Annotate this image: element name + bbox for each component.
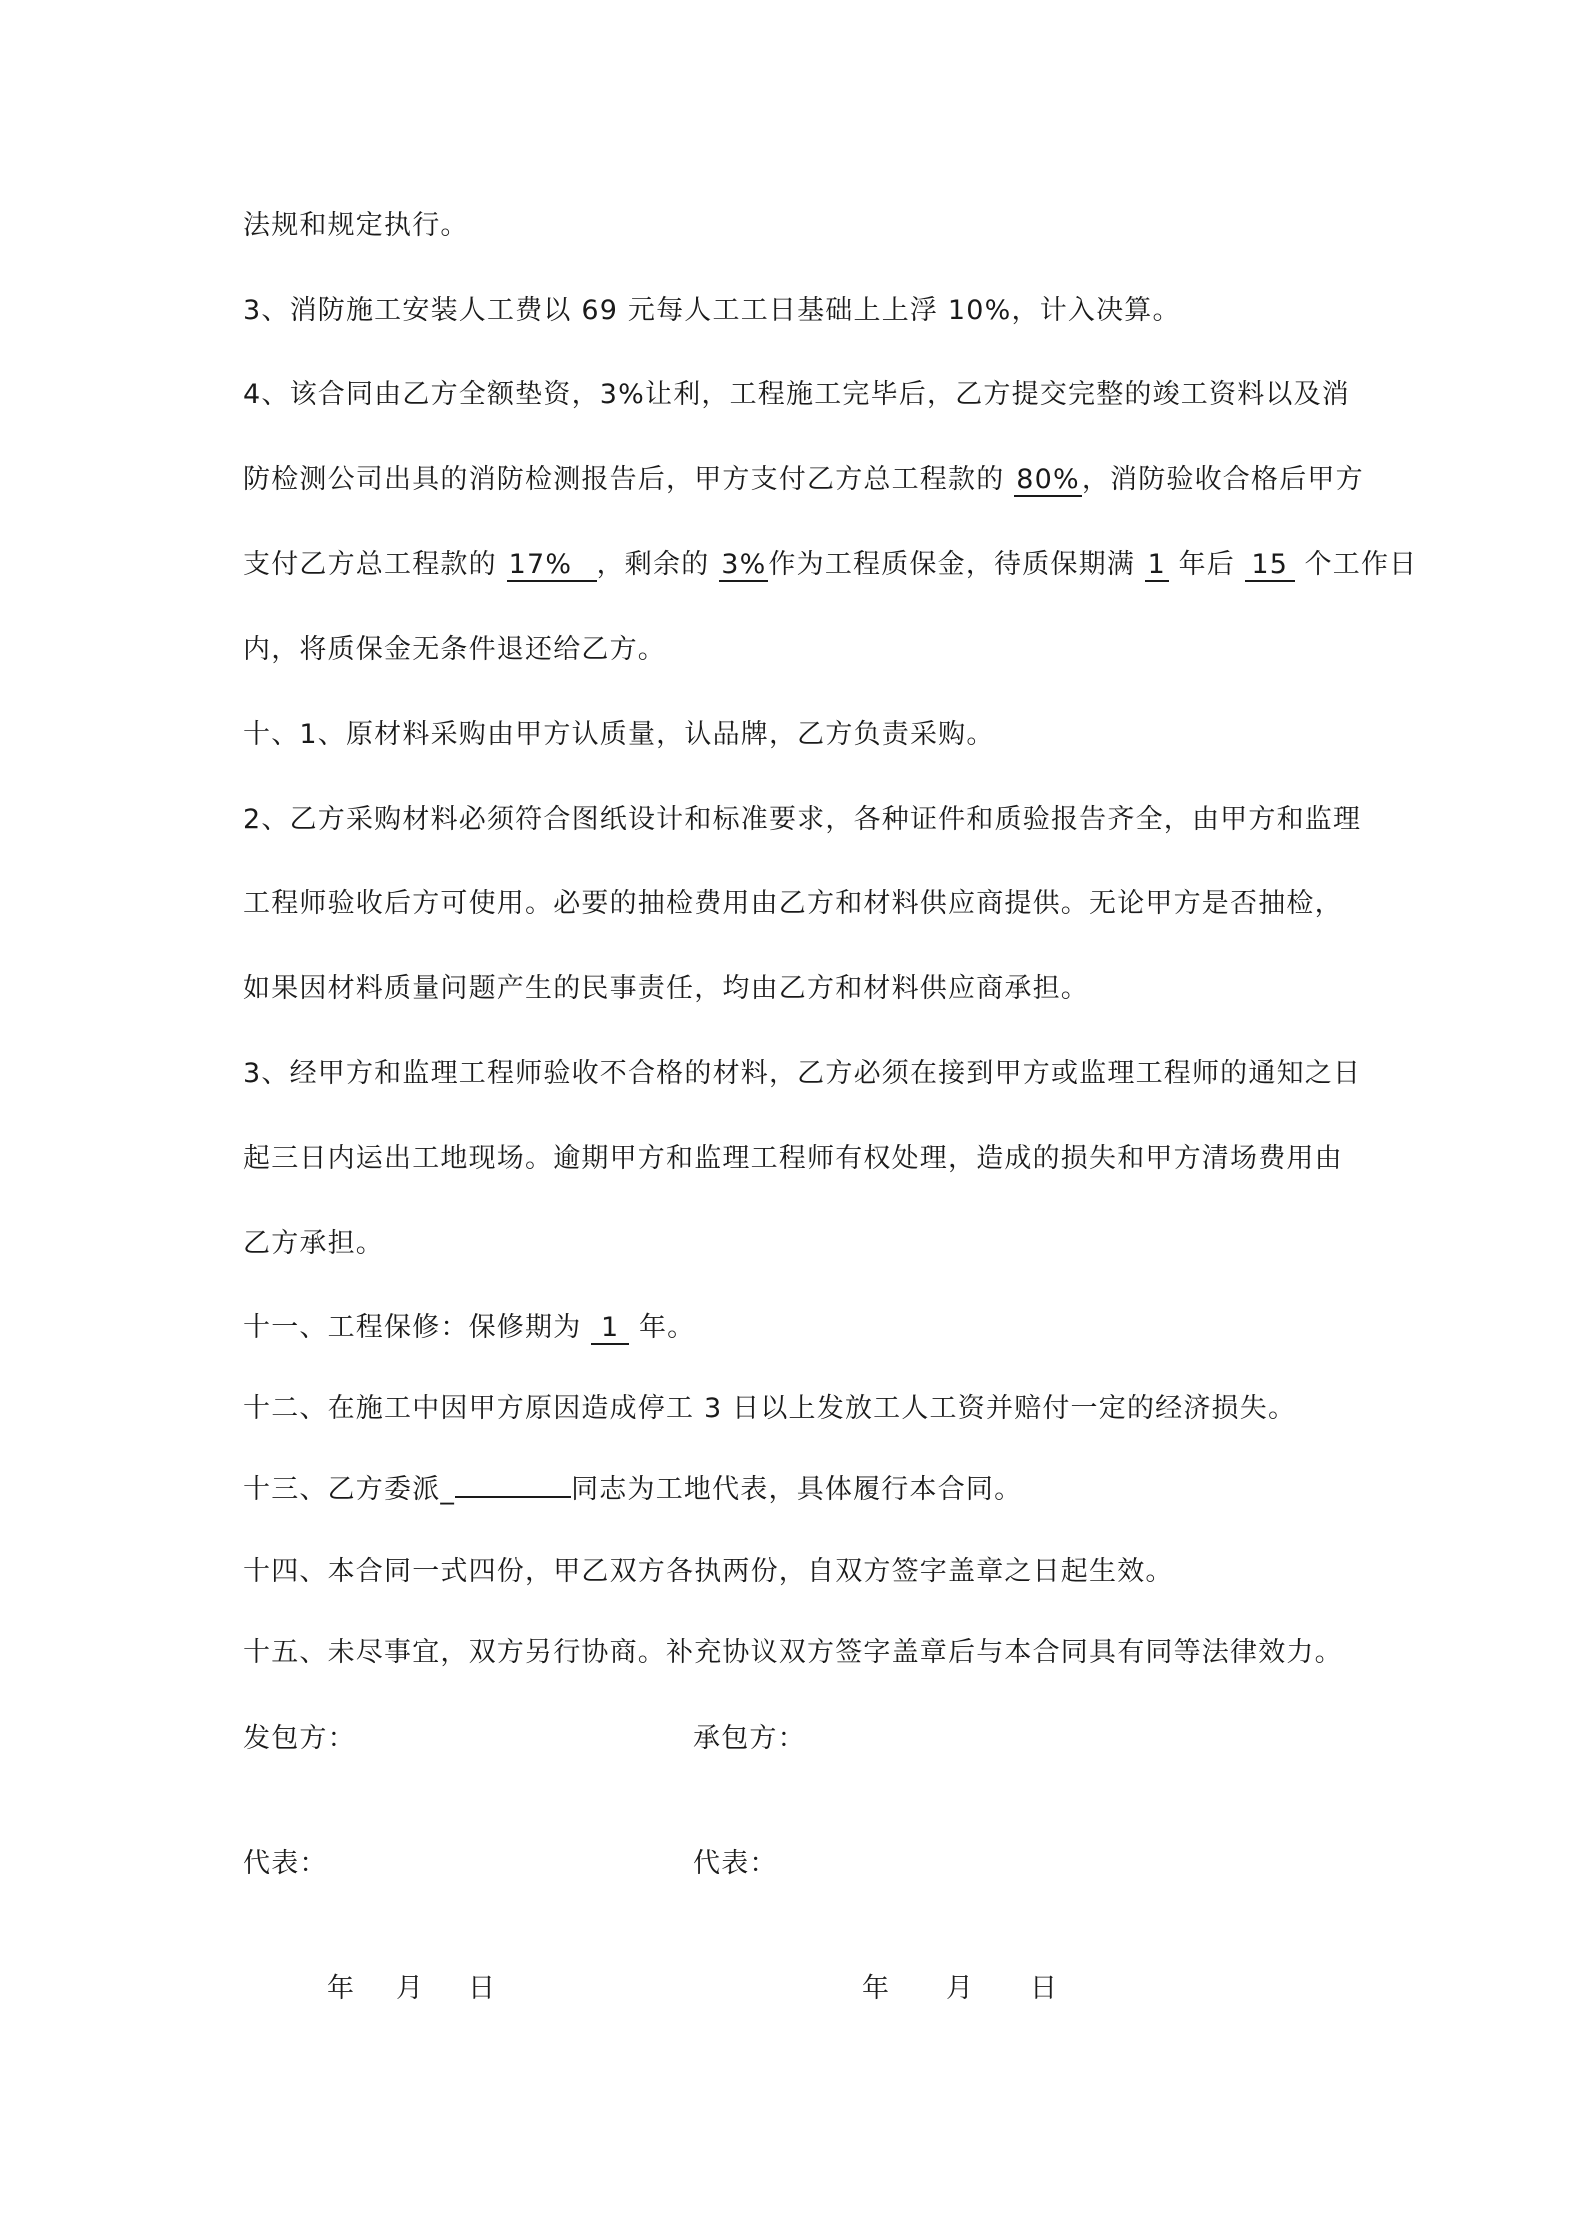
clause-payment-line-1 [243,462,1364,498]
clause-materials-3: 3、经甲方和监理工程师验收不合格的材料，乙方必须在接到甲方或监理工程师的通知之日 [243,1058,1362,1089]
representative-text: 十三、乙方委派_ [243,1474,456,1505]
clause-copies: 十四、本合同一式四份，甲乙双方各执两份，自双方签字盖章之日起生效。 [243,1556,1174,1587]
clause-site-representative [243,1472,1022,1508]
payment-text: ，剩余的 [596,549,720,580]
clause-payment-line-2 [243,547,1417,583]
clause-text: 法规和规定执行。 [243,210,469,241]
employer-month-label: 月 [396,1973,423,2004]
representative-name-field [455,1496,571,1498]
clause-work-stoppage: 十二、在施工中因甲方原因造成停工 3 日以上发放工人工资并赔付一定的经济损失。 [243,1393,1297,1424]
clause-materials-1: 十、1、原材料采购由甲方认质量，认品牌，乙方负责采购。 [243,719,995,750]
payment-text: 年后 [1168,549,1245,580]
clause-text: 内，将质保金无条件退还给乙方。 [243,634,666,665]
clause-text: 工程师验收后方可使用。必要的抽检费用由乙方和材料供应商提供。无论甲方是否抽检， [243,888,1343,919]
representative-text: 同志为工地代表，具体履行本合同。 [571,1474,1023,1505]
employer-rep-label: 代表： [243,1848,328,1879]
payment-text: 支付乙方总工程款的 [243,549,507,580]
warranty-period-field: 1 [591,1313,629,1345]
payment-percent-3: 3% [721,549,767,580]
contractor-month-label: 月 [946,1973,973,2004]
signature-dates [0,1971,1580,2007]
payment-text: ，消防验收合格后甲方 [1081,464,1364,495]
employer-year-label: 年 [327,1973,354,2004]
clause-text: 起三日内运出工地现场。逾期甲方和监理工程师有权处理，造成的损失和甲方清场费用由 [243,1143,1343,1174]
return-days-field: 15 [1245,550,1295,582]
employer-day-label: 日 [468,1973,495,2004]
payment-text: 作为工程质保金，待质保期满 [768,549,1145,580]
contractor-day-label: 日 [1030,1973,1057,2004]
warranty-years-field: 1 [1145,550,1169,582]
contractor-rep-label: 代表： [693,1848,778,1879]
clause-materials-2: 2、乙方采购材料必须符合图纸设计和标准要求，各种证件和质验报告齐全，由甲方和监理 [243,804,1362,835]
payment-text: 个工作日 [1294,549,1418,580]
warranty-text: 十一、工程保修：保修期为 [243,1312,592,1343]
clause-payment-intro: 4、该合同由乙方全额垫资，3%让利，工程施工完毕后，乙方提交完整的竣工资料以及消 [243,379,1351,410]
clause-warranty [243,1310,695,1346]
payment-percent-17: 17% [507,550,597,582]
payment-percent-80: 80% [1016,464,1080,495]
contractor-year-label: 年 [862,1973,889,2004]
clause-text: 乙方承担。 [243,1228,384,1259]
clause-text: 如果因材料质量问题产生的民事责任，均由乙方和材料供应商承担。 [243,973,1089,1004]
warranty-text: 年。 [629,1312,696,1343]
employer-label: 发包方： [243,1723,356,1754]
contractor-label: 承包方： [693,1723,806,1754]
payment-text: 防检测公司出具的消防检测报告后，甲方支付乙方总工程款的 [243,464,1015,495]
clause-supplementary: 十五、未尽事宜，双方另行协商。补充协议双方签字盖章后与本合同具有同等法律效力。 [243,1637,1343,1668]
clause-labor-cost: 3、消防施工安装人工费以 69 元每人工工日基础上上浮 10%，计入决算。 [243,295,1181,326]
